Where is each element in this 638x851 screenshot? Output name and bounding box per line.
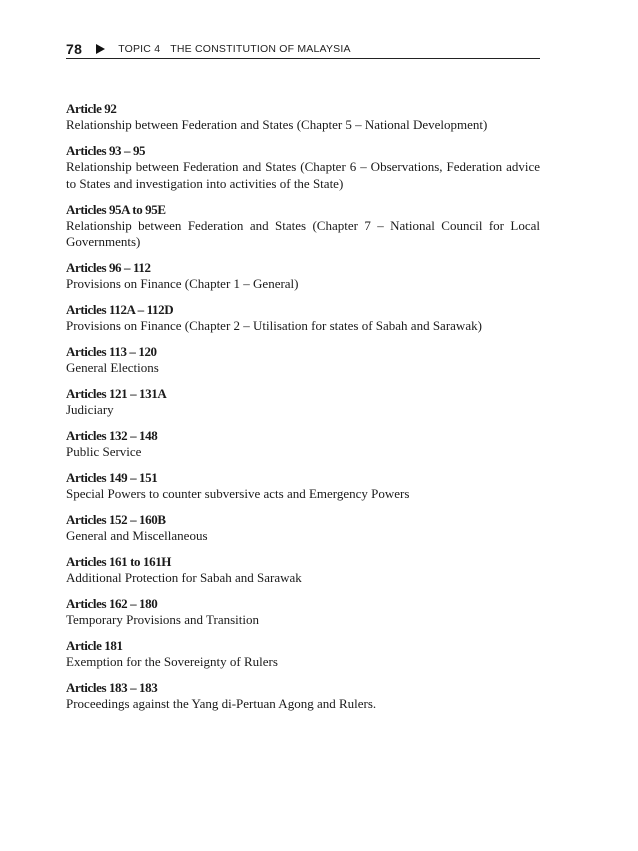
page-header xyxy=(66,40,540,59)
article-title: Articles 93 – 95 xyxy=(66,143,146,158)
article-title: Articles 113 – 120 xyxy=(66,344,157,359)
article-title: Articles 132 – 148 xyxy=(66,428,158,443)
article-entry xyxy=(66,301,540,335)
article-title: Articles 95A to 95E xyxy=(66,201,166,217)
article-description: Public Service xyxy=(66,444,142,459)
running-header xyxy=(118,43,350,55)
article-title: Articles 149 – 151 xyxy=(66,470,158,485)
page-number: 78 xyxy=(66,41,83,57)
article-entry xyxy=(66,142,540,192)
article-entry xyxy=(66,100,540,134)
article-description: Relationship between Federation and States (Chapter 6 – Observations, Federation advice to States and investigation into activities of the State) xyxy=(66,159,540,191)
article-entry xyxy=(66,201,540,251)
article-entry xyxy=(66,469,540,503)
article-description: Provisions on Finance (Chapter 2 – Utilisation for states of Sabah and Sarawak) xyxy=(66,318,482,333)
article-title: Articles 161 to 161H xyxy=(66,554,172,569)
article-title: Articles 96 – 112 xyxy=(66,260,151,275)
article-description: Additional Protection for Sabah and Sarawak xyxy=(66,570,302,585)
article-description: Relationship between Federation and States (Chapter 5 – National Development) xyxy=(66,117,488,132)
article-description: General Elections xyxy=(66,360,159,375)
article-title: Articles 112A – 112D xyxy=(66,302,174,317)
article-list xyxy=(66,100,540,721)
article-entry xyxy=(66,637,540,671)
article-title: Articles 121 – 131A xyxy=(66,386,167,401)
article-title: Articles 183 – 183 xyxy=(66,680,158,695)
article-description: Temporary Provisions and Transition xyxy=(66,612,260,627)
play-arrow-icon xyxy=(96,44,105,54)
article-entry xyxy=(66,427,540,461)
topic-title: THE CONSTITUTION OF MALAYSIA xyxy=(170,43,351,55)
article-description: Exemption for the Sovereignty of Rulers xyxy=(66,654,278,669)
article-description: Judiciary xyxy=(66,402,114,417)
article-entry xyxy=(66,679,540,713)
article-description: Proceedings against the Yang di-Pertuan Agong and Rulers. xyxy=(66,696,377,711)
article-entry xyxy=(66,385,540,419)
article-entry xyxy=(66,553,540,587)
article-entry xyxy=(66,511,540,545)
topic-label: TOPIC 4 xyxy=(118,43,161,55)
article-title: Articles 162 – 180 xyxy=(66,596,158,611)
article-entry xyxy=(66,343,540,377)
article-title: Article 181 xyxy=(66,638,123,653)
article-entry xyxy=(66,595,540,629)
article-title: Articles 152 – 160B xyxy=(66,512,166,527)
article-description: Relationship between Federation and States (Chapter 7 – National Council for Local Governments) xyxy=(66,217,540,249)
article-description: General and Miscellaneous xyxy=(66,528,208,543)
article-entry xyxy=(66,259,540,293)
article-title: Article 92 xyxy=(66,101,117,116)
article-description: Provisions on Finance (Chapter 1 – General) xyxy=(66,276,299,291)
article-description: Special Powers to counter subversive acts and Emergency Powers xyxy=(66,486,410,501)
